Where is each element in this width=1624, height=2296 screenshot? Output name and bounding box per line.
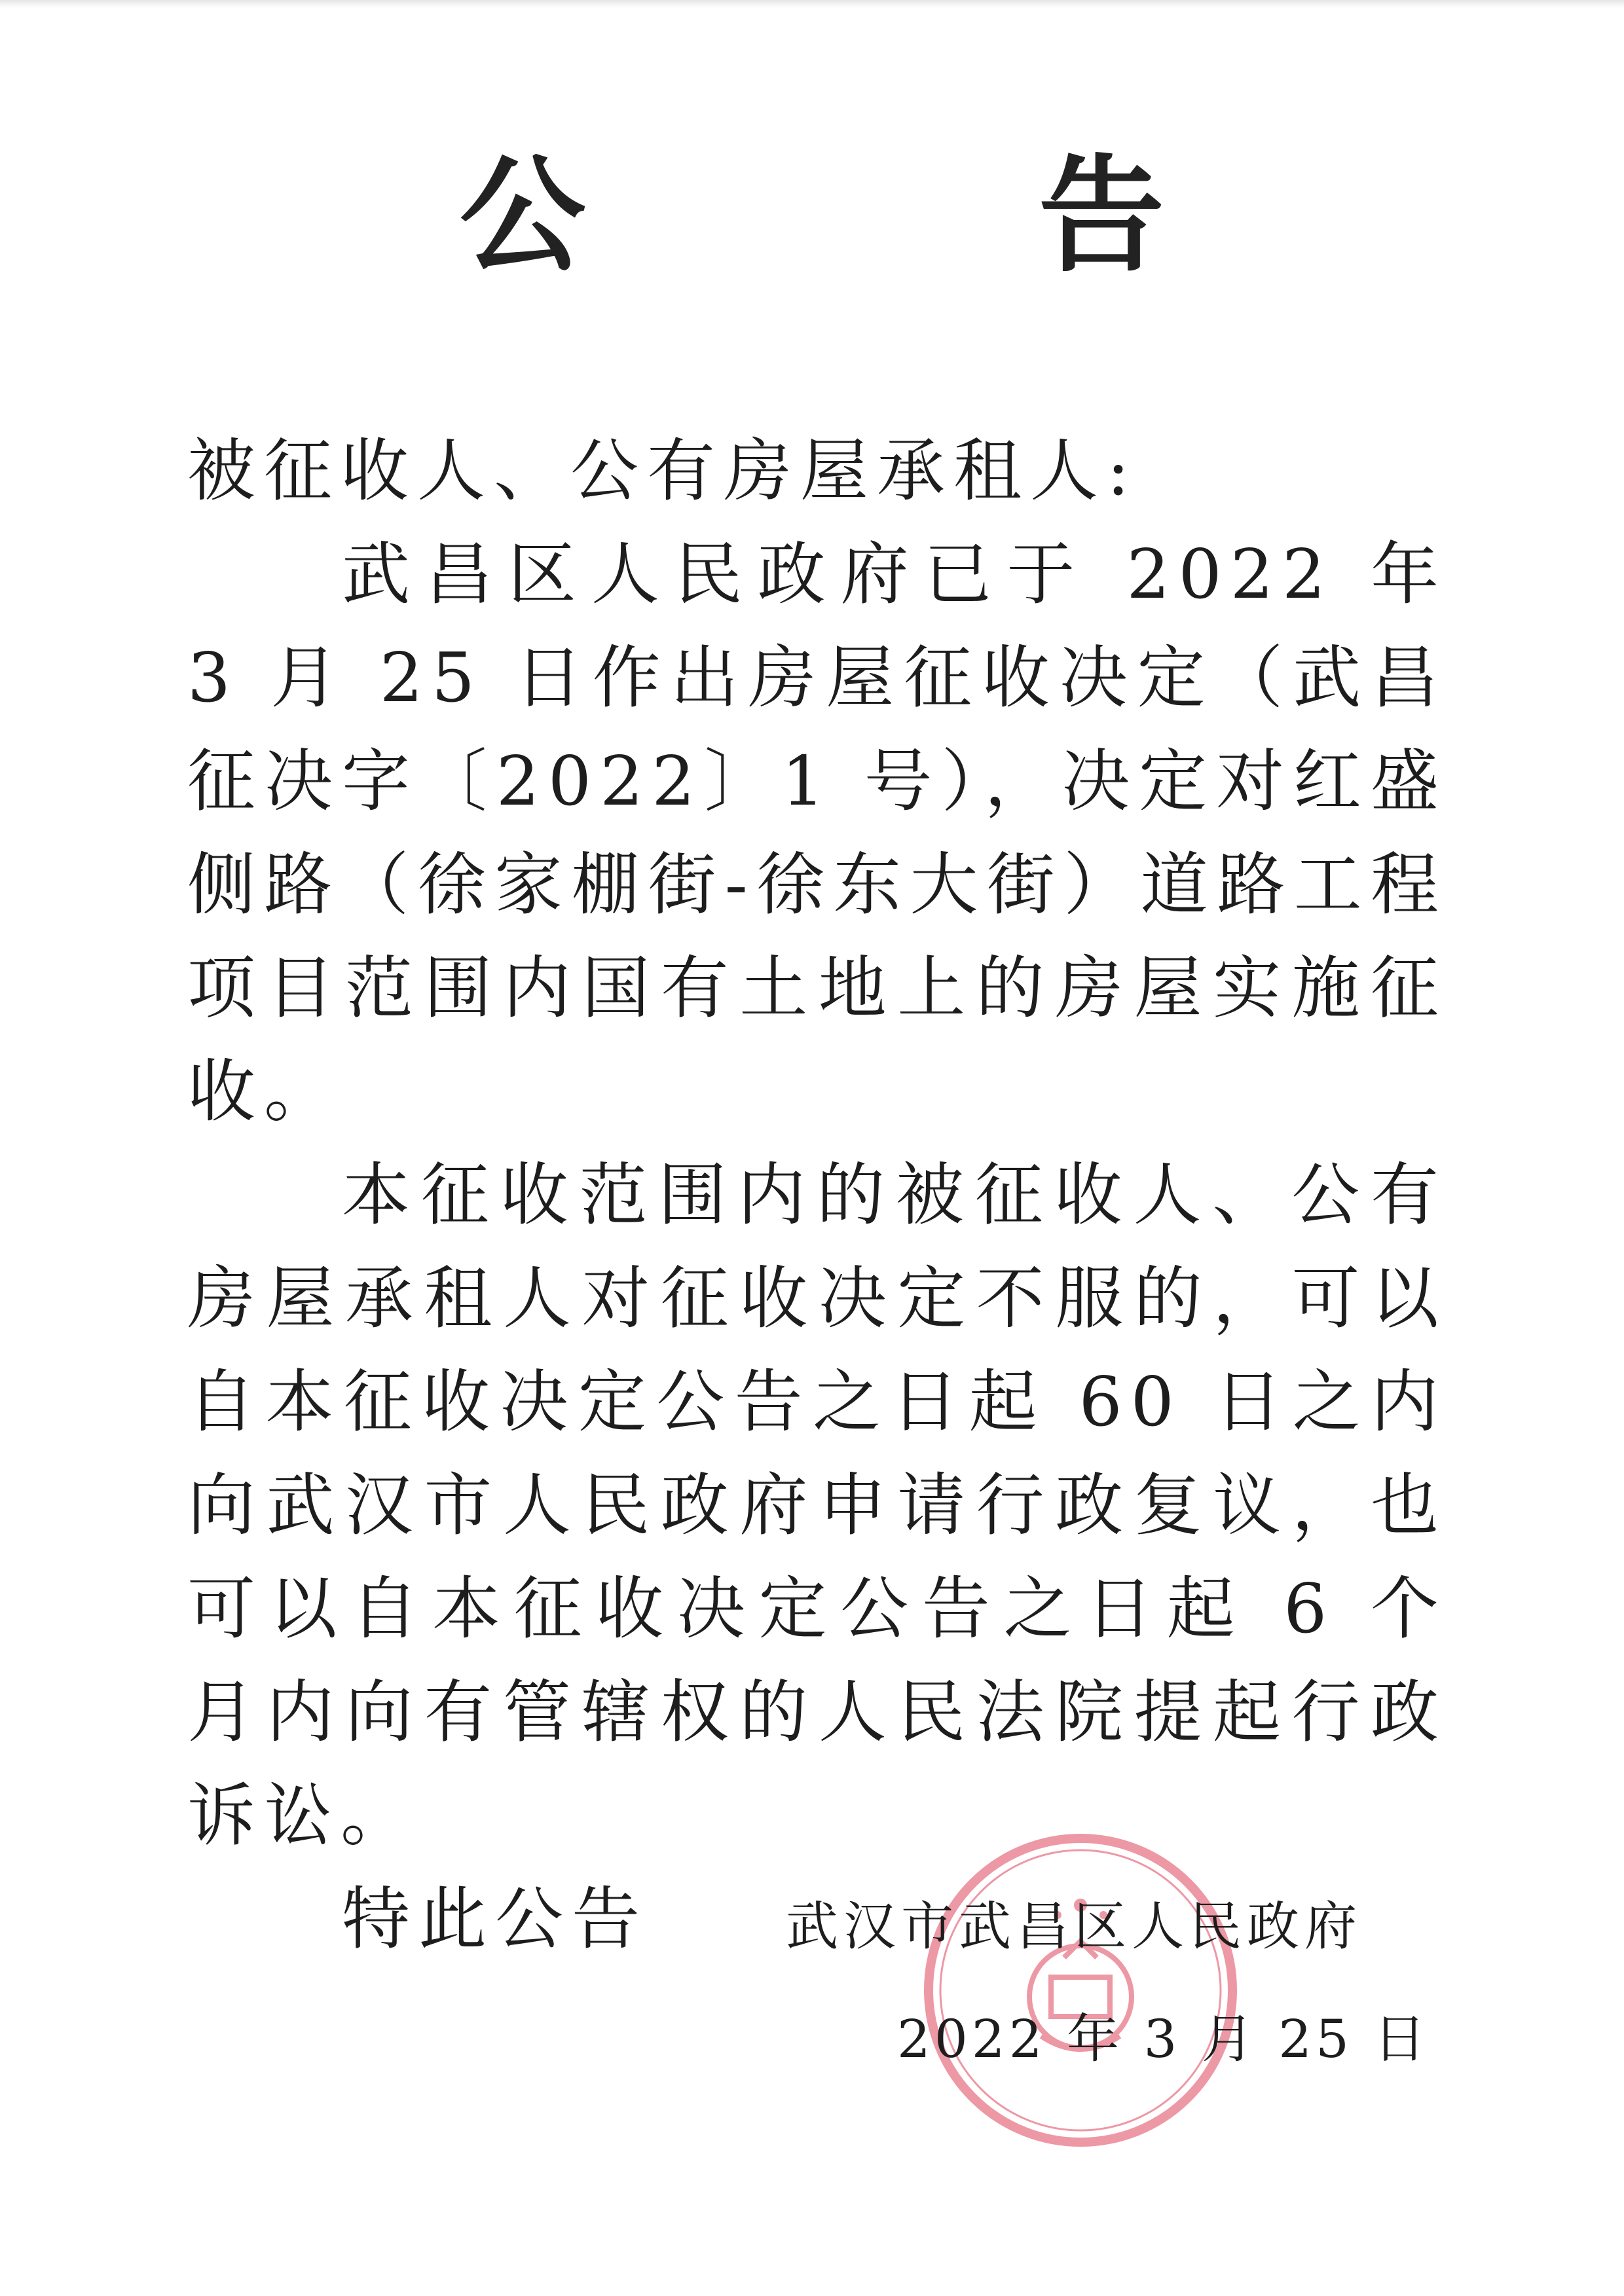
official-seal-stamp bbox=[917, 1827, 1244, 2154]
closing-line: 特此公告 bbox=[342, 1879, 649, 1959]
signature-date: 2022 年 3 月 25 日 bbox=[897, 2009, 1430, 2069]
paragraph-appeal: 本征收范围内的被征收人、公有房屋承租人对征收决定不服的，可以自本征收决定公告之日起 60 日之内向武汉市人民政府申请行政复议，也可以自本征收决定公告之日起 6 个月内向有管辖权的人民法院提起行政诉讼。 bbox=[187, 1155, 1447, 1855]
page-top-edge bbox=[0, 0, 1624, 8]
signature-organization: 武汉市武昌区人民政府 bbox=[786, 1896, 1362, 1957]
page-title: 公 告 bbox=[460, 142, 1328, 289]
salutation: 被征收人、公有房屋承租人: bbox=[187, 431, 1139, 511]
seal-outer-ring bbox=[929, 1838, 1232, 2142]
notice-body bbox=[187, 419, 1447, 1971]
paragraph-decision: 武昌区人民政府已于 2022 年 3 月 25 日作出房屋征收决定（武昌征决字〔2022〕1 号），决定对红盛侧路（徐家棚街-徐东大街）道路工程项目范围内国有土地上的房屋实施征收。 bbox=[187, 534, 1447, 1131]
